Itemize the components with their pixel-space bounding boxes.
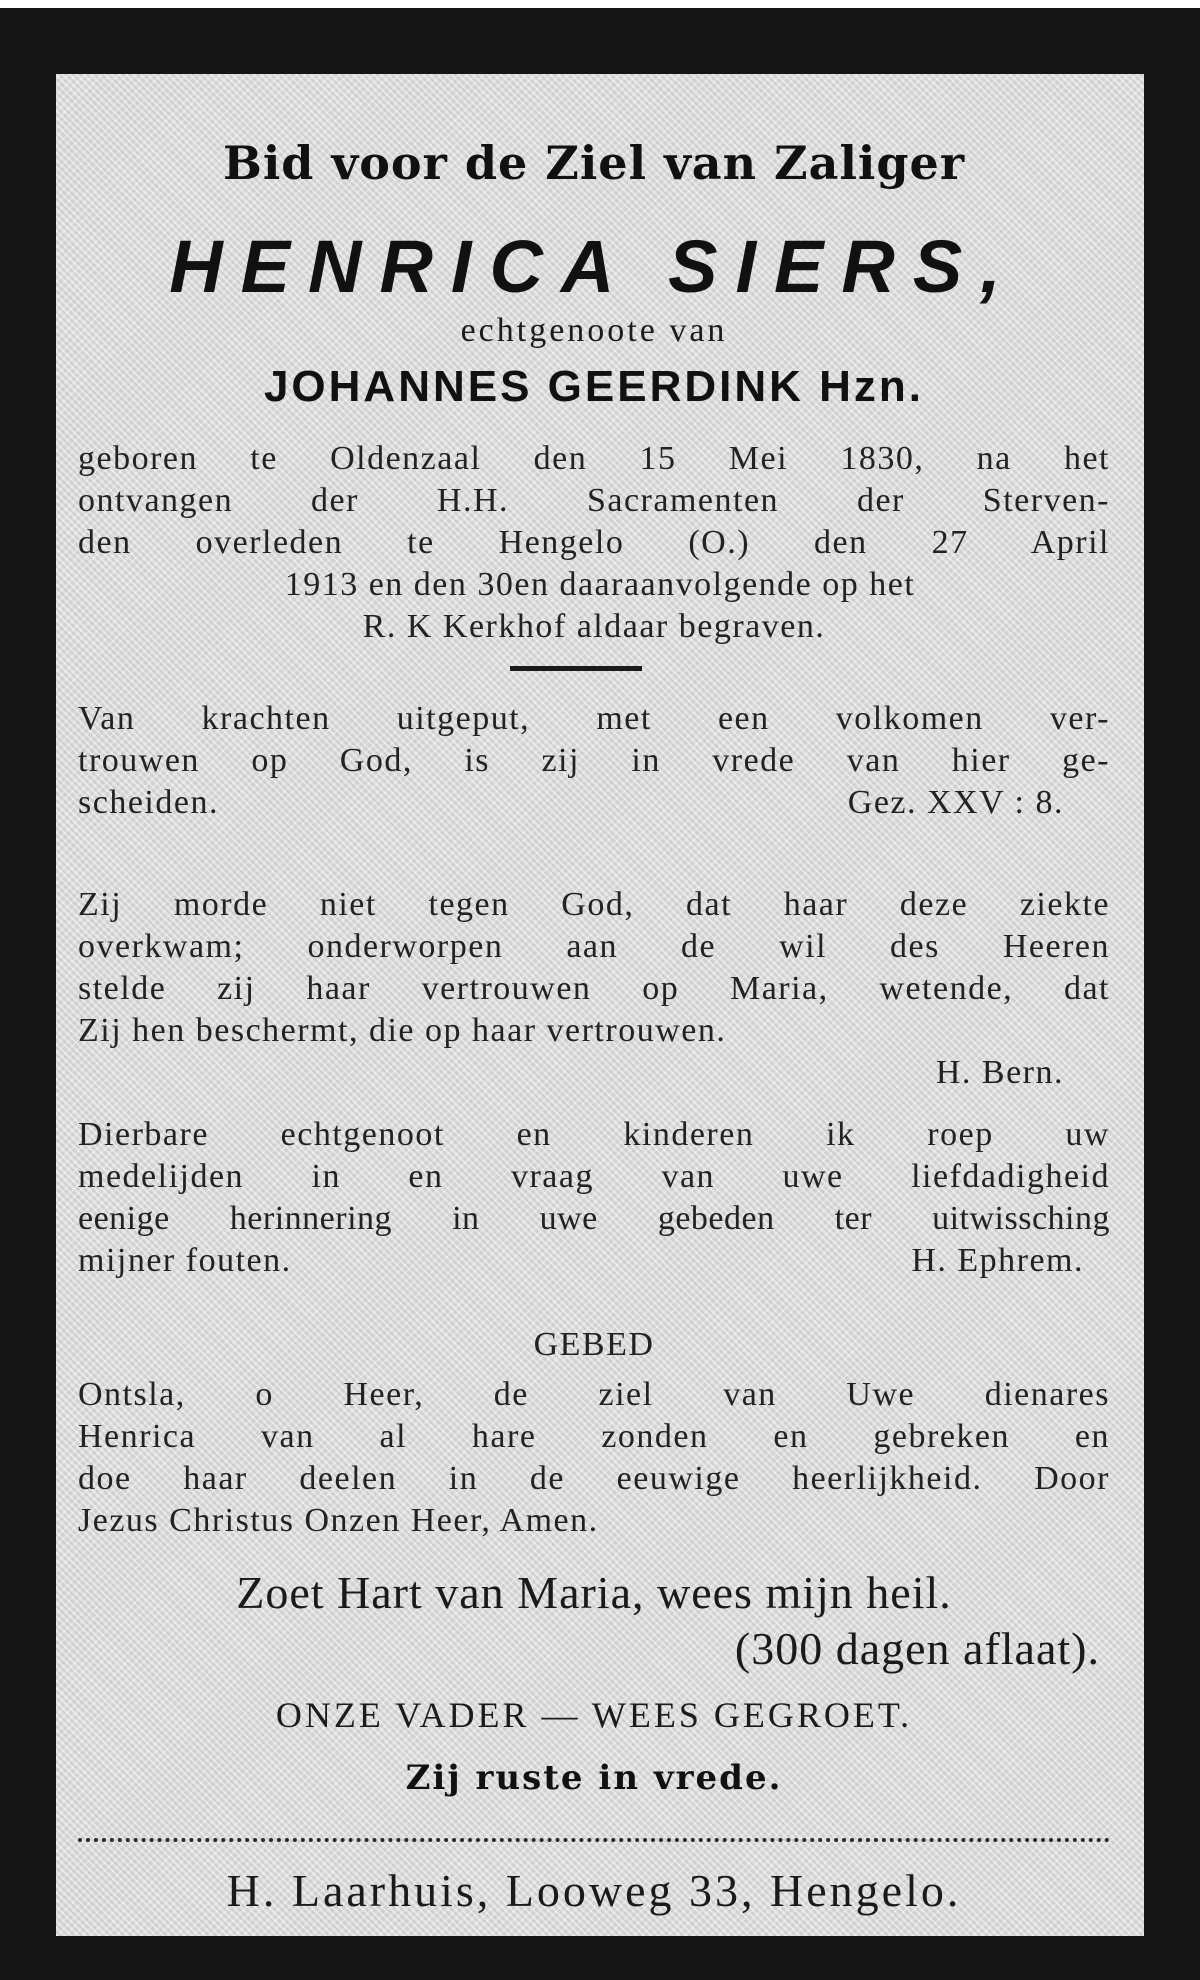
spouse-name: JOHANNES GEERDINK Hzn. (263, 362, 925, 411)
spouse-intro: echtgenoote van (460, 312, 728, 349)
verse3-last-line: mijner fouten. (78, 1242, 292, 1279)
biography-line: ontvangen der H.H. Sacramenten der Sterven- (78, 482, 1110, 519)
deceased-name: HENRICA SIERS, (169, 225, 1019, 308)
invocation: Zoet Hart van Maria, wees mijn heil. (236, 1567, 952, 1618)
verse1-source: Gez. XXV : 8. (847, 784, 1064, 821)
indulgence: (300 dagen aflaat). (734, 1623, 1100, 1674)
verse2-line: overkwam; onderworpen aan de wil des Heeren (78, 928, 1110, 965)
closing-prayers: ONZE VADER — WEES GEGROET. (275, 1695, 913, 1735)
memorial-card (56, 74, 1144, 1936)
divider-rule (510, 666, 642, 671)
printer-imprint: H. Laarhuis, Looweg 33, Hengelo. (226, 1865, 962, 1916)
verse3-source: H. Ephrem. (911, 1242, 1084, 1279)
verse3-line: medelijden in en vraag van uwe liefdadigheid (78, 1158, 1110, 1195)
verse3-line: eenige herinnering in uwe gebeden ter uitwissching (78, 1200, 1110, 1237)
verse1-last-line: scheiden. (78, 784, 219, 821)
verse2-source: H. Bern. (935, 1054, 1064, 1091)
rest-in-peace: Zij ruste in vrede. (405, 1758, 783, 1798)
prayer-title: GEBED (533, 1326, 655, 1363)
prayer-line: Henrica van al hare zonden en gebreken en (78, 1418, 1110, 1455)
prayer-line: Ontsla, o Heer, de ziel van Uwe dienares (78, 1376, 1110, 1413)
verse2-line: Zij morde niet tegen God, dat haar deze ziekte (78, 886, 1110, 923)
verse1-line: Van krachten uitgeput, met een volkomen ver- (78, 700, 1110, 737)
verse3-line: Dierbare echtgenoot en kinderen ik roep uw (78, 1116, 1110, 1153)
prayer-line: doe haar deelen in de eeuwige heerlijkheid. Door (78, 1460, 1110, 1497)
biography-line: den overleden te Hengelo (O.) den 27 April (78, 524, 1110, 561)
heading: Bid voor de Ziel van Zaliger (222, 136, 966, 190)
verse1-line: trouwen op God, is zij in vrede van hier ge- (78, 742, 1110, 779)
verse2-line: stelde zij haar vertrouwen op Maria, wetende, dat (78, 970, 1110, 1007)
dotted-separator (78, 1838, 1110, 1842)
biography-line: 1913 en den 30en daaraanvolgende op het (284, 566, 916, 603)
biography-line: R. K Kerkhof aldaar begraven. (362, 608, 826, 645)
prayer-last-line: Jezus Christus Onzen Heer, Amen. (78, 1502, 599, 1539)
verse2-line: Zij hen beschermt, die op haar vertrouwen. (78, 1012, 727, 1049)
biography-line: geboren te Oldenzaal den 15 Mei 1830, na het (78, 440, 1110, 477)
